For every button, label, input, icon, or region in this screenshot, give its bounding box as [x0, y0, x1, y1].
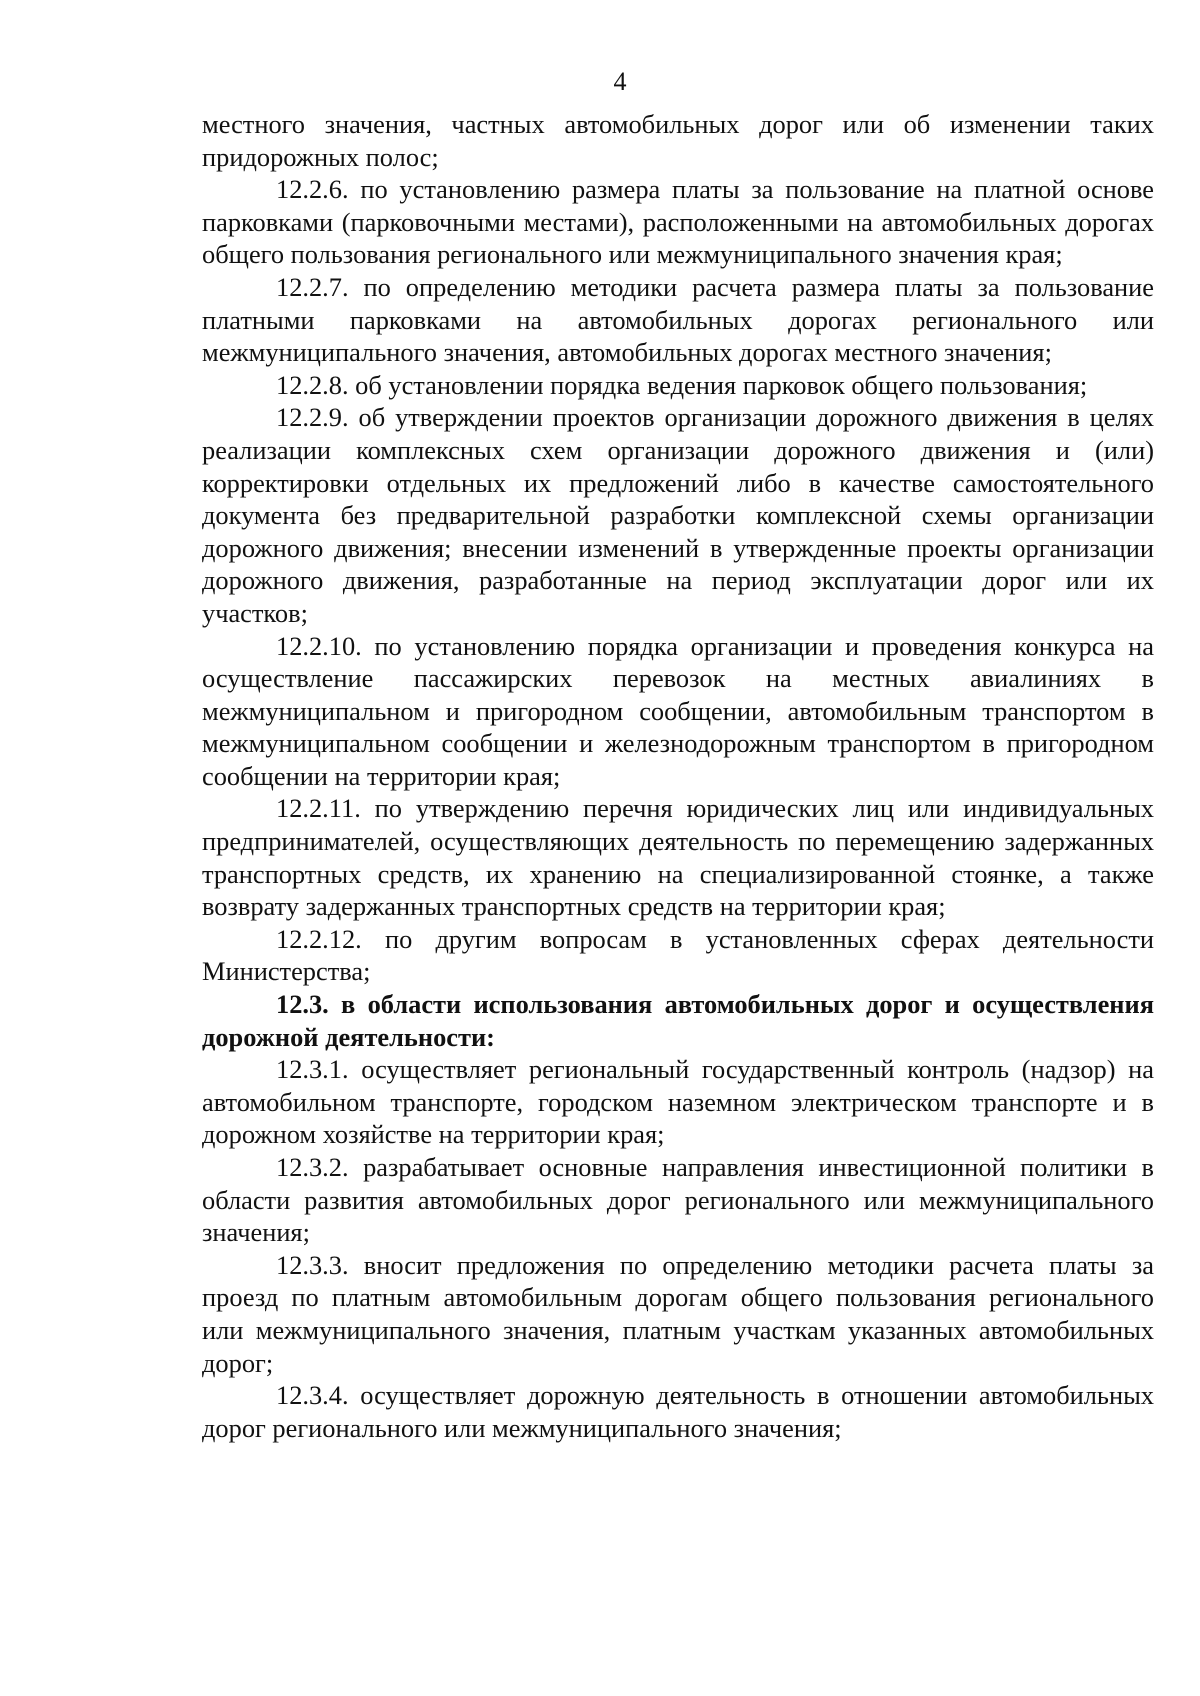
paragraph-12-2-7: 12.2.7. по определению методики расчета размера платы за пользование платными парковками на автомобильных дорогах регионального или межмуниципального значения, автомобильных дорогах местного значения; — [202, 271, 1154, 368]
paragraph-12-2-11: 12.2.11. по утверждению перечня юридических лиц или индивидуальных предпринимателей, осуществляющих деятельность по перемещению задержанных транспортных средств, их хранению на специализированной стоянке, а также возврату задержанных транспортных средств на территории края; — [202, 793, 1154, 922]
paragraph-continuation: местного значения, частных автомобильных дорог или об изменении таких придорожных полос; — [202, 109, 1154, 172]
paragraph-12-2-9: 12.2.9. об утверждении проектов организации дорожного движения в целях реализации комплексных схем организации дорожного движения и (или) корректировки отдельных их предложений либо в качестве самостоятельного документа без предварительной разработки комплексной схемы организации дорожного движения; внесении изменений в утвержденные проекты организации дорожного движения, разработанные на период эксплуатации дорог или их участков; — [202, 402, 1154, 628]
paragraph-12-3-2: 12.3.2. разрабатывает основные направления инвестиционной политики в области развития автомобильных дорог регионального или межмуниципального значения; — [202, 1152, 1154, 1248]
paragraph-12-2-8: 12.2.8. об установлении порядка ведения парковок общего пользования; — [276, 369, 1088, 400]
paragraph-12-3-3: 12.3.3. вносит предложения по определению методики расчета платы за проезд по платным автомобильным дорогам общего пользования регионального или межмуниципального значения, платным участкам указанных автомобильных дорог; — [202, 1249, 1154, 1378]
paragraph-12-2-10: 12.2.10. по установлению порядка организации и проведения конкурса на осуществление пассажирских перевозок на местных авиалиниях в межмуниципальном и пригородном сообщении, автомобильным транспортом в межмуниципальном сообщении и железнодорожным транспортом в пригородном сообщении на территории края; — [202, 630, 1154, 791]
paragraph-12-2-6: 12.2.6. по установлению размера платы за пользование на платной основе парковками (парковочными местами), расположенными на автомобильных дорогах общего пользования регионального или межмуниципального значения края; — [202, 174, 1154, 270]
page-number: 4 — [613, 67, 627, 96]
paragraph-12-3-1: 12.3.1. осуществляет региональный государственный контроль (надзор) на автомобильном транспорте, городском наземном электрическом транспорте и в дорожном хозяйстве на территории края; — [202, 1054, 1154, 1150]
section-heading-12-3: 12.3. в области использования автомобильных дорог и осуществления дорожной деятельности: — [202, 989, 1154, 1052]
document-body — [202, 108, 1154, 1444]
paragraph-12-2-12: 12.2.12. по другим вопросам в установленных сферах деятельности Министерства; — [202, 923, 1154, 987]
paragraph-12-3-4: 12.3.4. осуществляет дорожную деятельность в отношении автомобильных дорог регионального или межмуниципального значения; — [202, 1380, 1154, 1443]
